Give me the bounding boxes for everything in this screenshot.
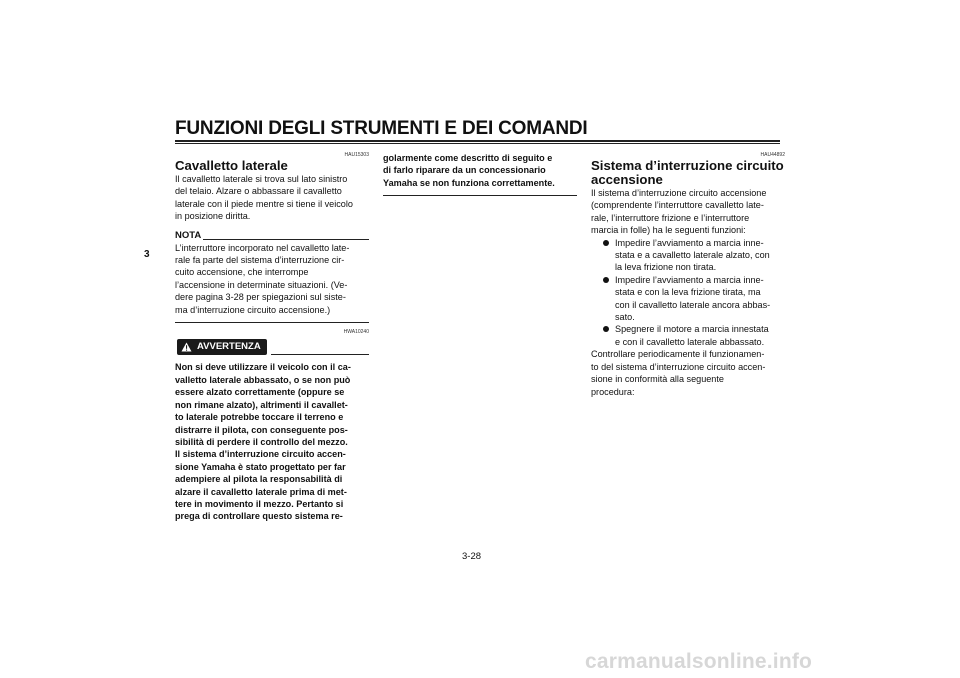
text-line: L’interruttore incorporato nel cavalletto late- <box>175 242 350 253</box>
text-line: (comprendente l’interruttore cavalletto late- <box>591 200 764 211</box>
text-line: Controllare periodicamente il funzionamen- <box>591 349 765 360</box>
bullet-icon <box>603 326 609 332</box>
text-line: non rimane alzato), altrimenti il cavallet- <box>175 399 348 410</box>
outro-paragraph <box>591 348 785 398</box>
text-line: Il sistema d’interruzione circuito accensione <box>591 188 767 198</box>
text-line: prega di controllare questo sistema re- <box>175 511 343 522</box>
warning-rule <box>271 354 369 355</box>
text-line: stata e a cavalletto laterale alzato, con <box>615 250 770 261</box>
text-line: con il cavalletto laterale ancora abbas- <box>615 299 771 310</box>
column-1 <box>175 152 369 523</box>
page-title: FUNZIONI DEGLI STRUMENTI E DEI COMANDI <box>175 118 588 139</box>
text-line: stata e con la leva frizione tirata, ma <box>615 287 761 298</box>
note-header <box>175 230 369 242</box>
text-line: ma d’interruzione circuito accensione.) <box>175 304 331 315</box>
text-line: rale, l’interruttore frizione e l’interruttore <box>591 212 750 223</box>
header-rule-thin <box>175 143 780 144</box>
warning-badge <box>177 339 267 355</box>
text-line: golarmente come descritto di seguito e <box>383 153 553 163</box>
note-paragraph <box>175 242 369 316</box>
watermark: carmanualsonline.info <box>585 650 813 673</box>
list-item <box>605 323 785 348</box>
text-line: laterale con il piede mentre si tiene il veicolo <box>175 198 353 209</box>
text-line: di farlo riparare da un concessionario <box>383 165 546 176</box>
warning-triangle-icon <box>181 342 192 352</box>
header-rule <box>175 140 780 142</box>
text-line: adempiere al pilota la responsabilità di <box>175 474 343 485</box>
text-line: Spegnere il motore a marcia innestata <box>615 324 769 335</box>
text-line: la leva frizione non tirata. <box>615 262 717 273</box>
column-3 <box>591 152 785 398</box>
text-line: essere alzato correttamente (oppure se <box>175 387 345 398</box>
text-line: alzare il cavalletto laterale prima di met- <box>175 486 347 497</box>
text-line: cuito accensione, che interrompe <box>175 267 309 278</box>
text-line: sato. <box>615 312 635 323</box>
section-title-side-stand: Cavalletto laterale <box>175 158 288 173</box>
text-line: valletto laterale abbassato, o se non può <box>175 374 351 385</box>
title-line: Sistema d’interruzione circuito <box>591 158 784 173</box>
text-line: l’accensione in determinate situazioni. (Ve- <box>175 279 348 290</box>
note-rule <box>203 239 369 240</box>
column-2 <box>383 152 577 196</box>
bullet-icon <box>603 240 609 246</box>
section-code: HAU44892 <box>760 152 785 158</box>
section-title-ignition-cutoff <box>591 159 785 187</box>
bullet-icon <box>603 277 609 283</box>
warning-continuation <box>383 152 577 189</box>
text-line: del telaio. Alzare o abbassare il cavalletto <box>175 186 342 197</box>
chapter-tab: 3 <box>144 249 150 260</box>
text-line: e con il cavalletto laterale abbassato. <box>615 336 765 347</box>
title-line: accensione <box>591 172 663 187</box>
text-line: sione Yamaha è stato progettato per far <box>175 461 346 472</box>
text-line: Impedire l’avviamento a marcia inne- <box>615 237 764 248</box>
side-stand-paragraph <box>175 173 369 223</box>
intro-paragraph <box>591 187 785 237</box>
list-item <box>605 237 785 274</box>
function-list <box>591 237 785 349</box>
warning-end-rule <box>383 195 577 196</box>
text-line: sibilità di perdere il controllo del mezzo. <box>175 436 348 447</box>
text-line: tere in movimento il mezzo. Pertanto si <box>175 498 344 509</box>
warning-header <box>175 339 369 355</box>
note-label: NOTA <box>175 229 202 241</box>
text-line: Non si deve utilizzare il veicolo con il ca- <box>175 362 351 373</box>
text-line: Il sistema d’interruzione circuito accen- <box>175 449 346 460</box>
text-line: to laterale potrebbe toccare il terreno e <box>175 412 344 423</box>
warning-code: HWA10240 <box>343 329 369 336</box>
text-line: dere pagina 3-28 per spiegazioni sul siste- <box>175 292 346 303</box>
text-line: Impedire l’avviamento a marcia inne- <box>615 274 764 285</box>
text-line: Il cavalletto laterale si trova sul lato sinistro <box>175 174 348 184</box>
text-line: procedura: <box>591 386 635 397</box>
page-number: 3-28 <box>462 551 482 562</box>
list-item <box>605 274 785 324</box>
text-line: marcia in folle) ha le seguenti funzioni: <box>591 225 746 236</box>
text-line: to del sistema d’interruzione circuito accen- <box>591 361 766 372</box>
text-line: distrarre il pilota, con conseguente pos- <box>175 424 348 435</box>
note-end-rule <box>175 322 369 323</box>
warning-label: AVVERTENZA <box>197 341 261 353</box>
text-line: sione in conformità alla seguente <box>591 374 724 385</box>
warning-body <box>175 361 369 522</box>
text-line: Yamaha se non funziona correttamente. <box>383 177 555 188</box>
section-code: HAU15303 <box>344 152 369 158</box>
text-line: rale fa parte del sistema d’interruzione cir- <box>175 255 345 266</box>
text-line: in posizione diritta. <box>175 211 251 222</box>
